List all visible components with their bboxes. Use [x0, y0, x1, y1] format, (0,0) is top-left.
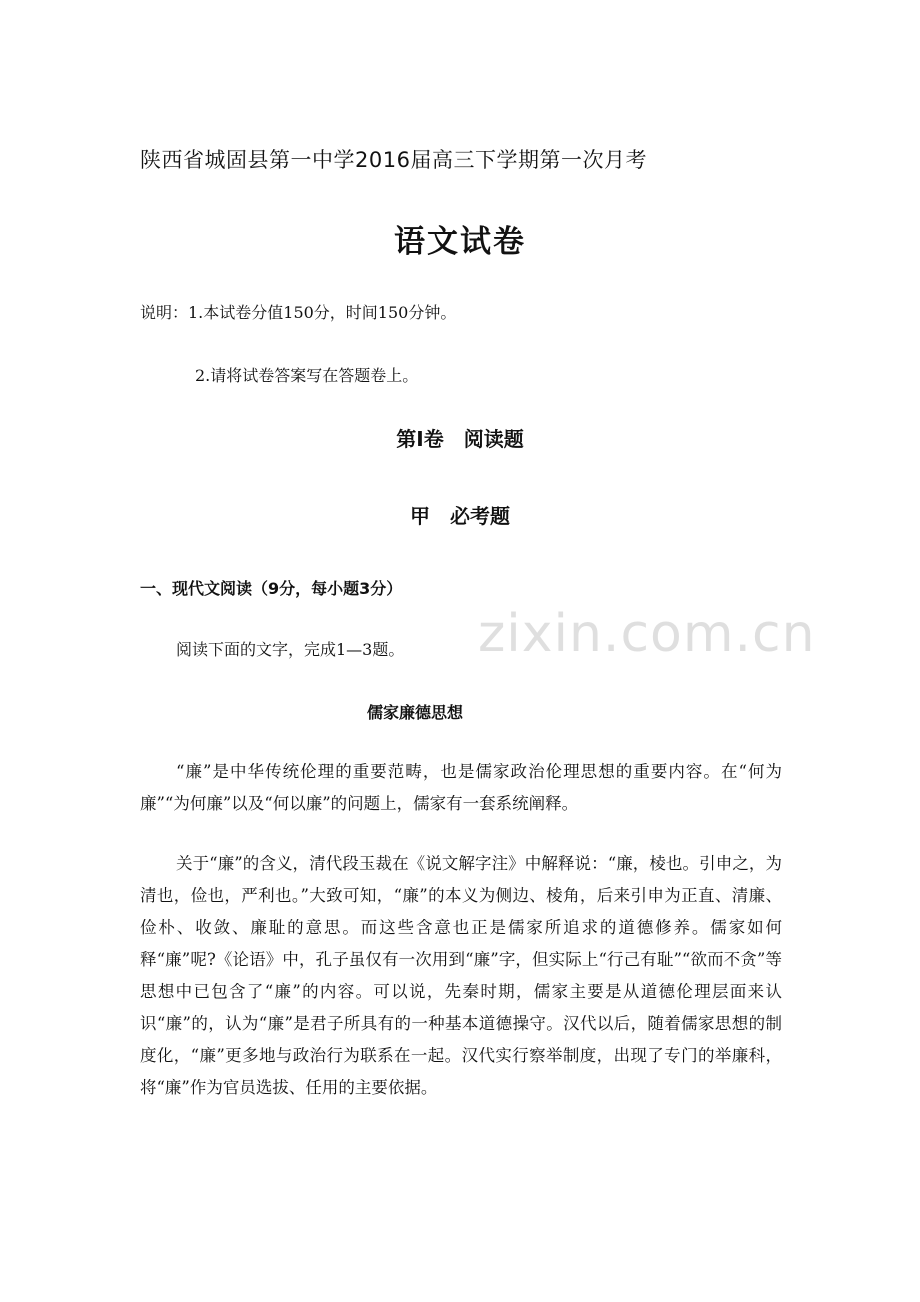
part-title: 第Ⅰ卷 阅读题 [396, 427, 524, 451]
instructions-line-1: 说明：1.本试卷分值150分，时间150分钟。 [140, 303, 457, 322]
exam-school-line: 陕西省城固县第一中学2016届高三下学期第一次月考 [140, 148, 647, 172]
reading-instruction: 阅读下面的文字，完成1—3题。 [176, 640, 405, 659]
exam-title: 语文试卷 [394, 224, 526, 260]
question-heading: 一、现代文阅读（9分，每小题3分） [140, 579, 403, 598]
watermark: zixin.com.cn [478, 604, 816, 664]
article-paragraph-2: 关于“廉”的含义，清代段玉裁在《说文解字注》中解释说：“廉，棱也。引申之，为清也，俭也，严利也。”大致可知，“廉”的本义为侧边、棱角，后来引申为正直、清廉、俭朴、收敛、廉耻的意思。而这些含意也正是儒家所追求的道德修养。儒家如何释“廉”呢?《论语》中，孔子虽仅有一次用到“廉”字，但实际上“行己有耻”“欲而不贪”等思想中已包含了“廉”的内容。可以说，先秦时期，儒家主要是从道德伦理层面来认识“廉”的，认为“廉”是君子所具有的一种基本道德操守。汉代以后，随着儒家思想的制度化，“廉”更多地与政治行为联系在一起。汉代实行察举制度，出现了专门的举廉科，将“廉”作为官员选拔、任用的主要依据。 [140, 854, 782, 1097]
article-title: 儒家廉德思想 [366, 703, 463, 722]
instructions-line-2: 2.请将试卷答案写在答题卷上。 [195, 366, 419, 385]
section-title: 甲 必考题 [410, 504, 510, 528]
article-paragraph-1: “廉”是中华传统伦理的重要范畴，也是儒家政治伦理思想的重要内容。在“何为廉”“为何廉”以及“何以廉”的问题上，儒家有一套系统阐释。 [140, 762, 782, 813]
